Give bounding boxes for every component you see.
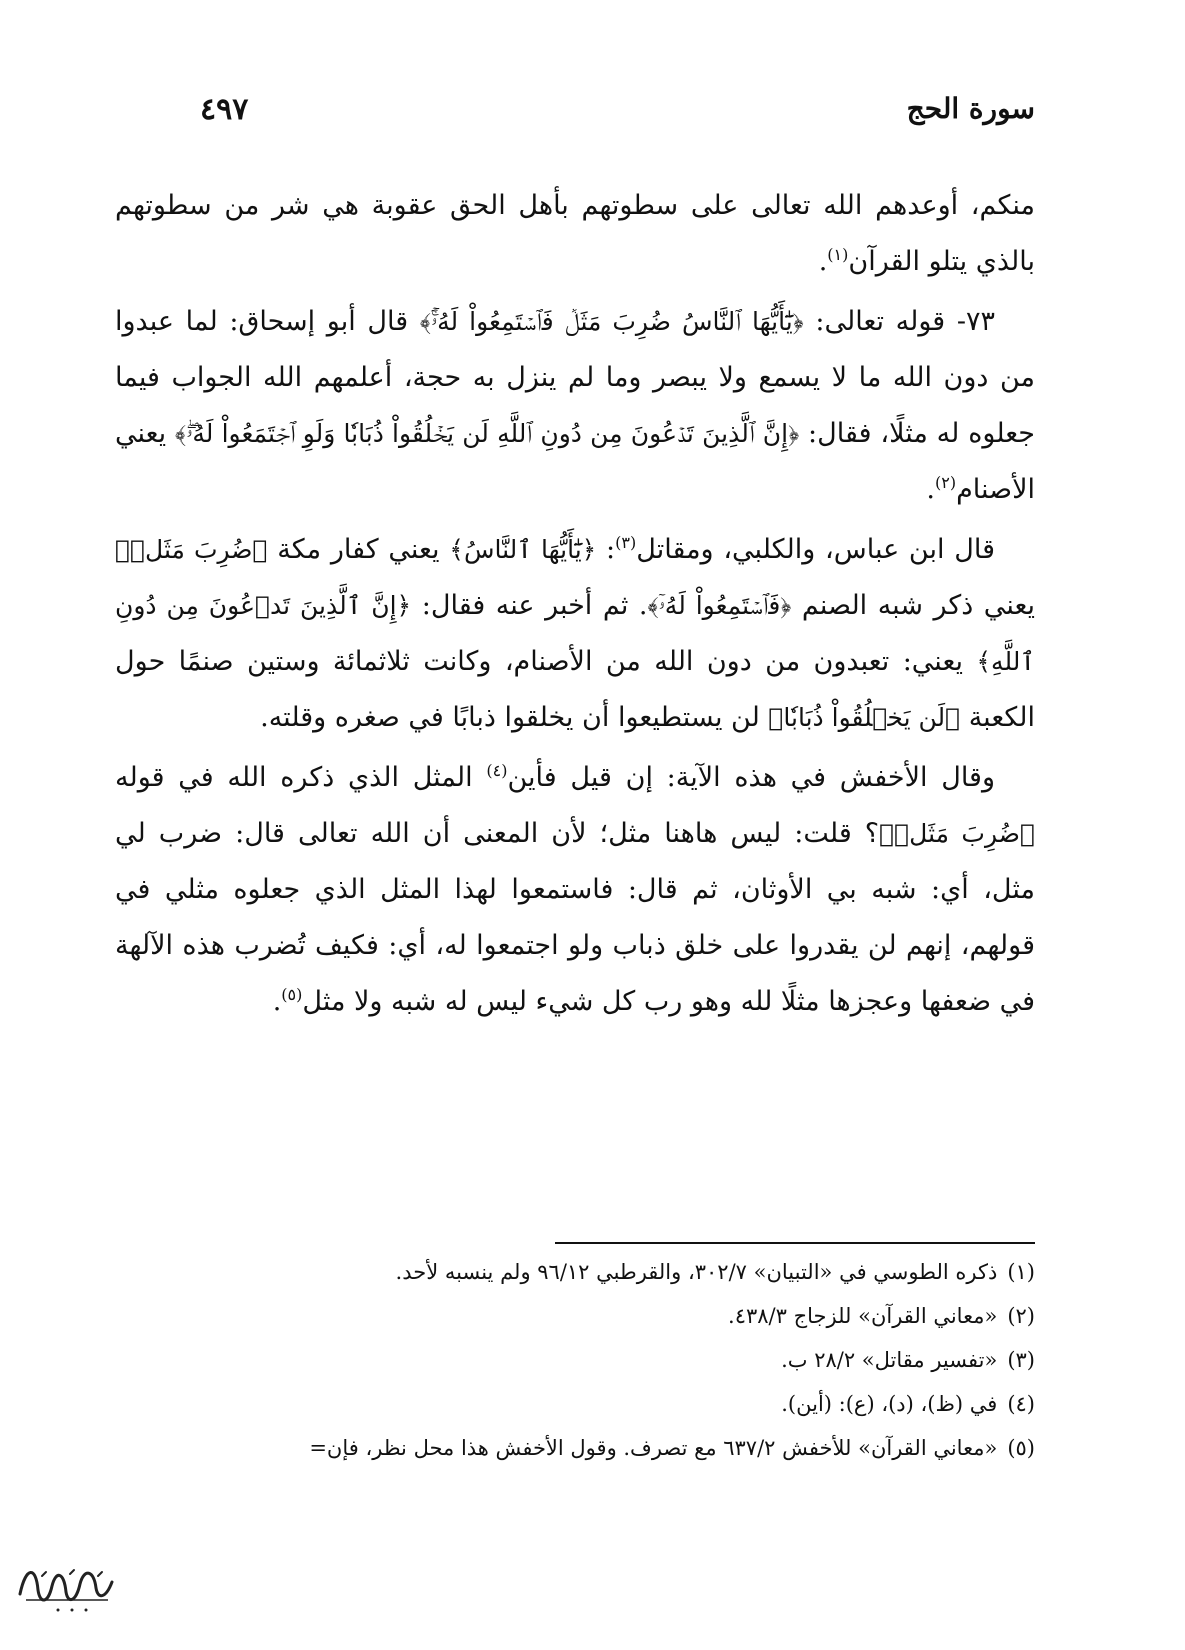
quran-verse: ﴿ضُرِبَ مَثَلٞ﴾: [879, 819, 1035, 848]
text-run: .: [926, 474, 935, 505]
text-run: قال أبو إسحاق: لما عبدوا من دون الله ما لا يسمع ولا يبصر وما لم ينزل به حجة، أعلمهم الله الجواب فيما جعلوه له مثلًا، فقال:: [115, 306, 1035, 449]
footnote-divider: [555, 1242, 1035, 1244]
footnote-text: في (ظ)، (د)، (ع): (أين).: [781, 1392, 998, 1416]
footnote-text: ذكره الطوسي في «التبيان» ٣٠٢/٧، والقرطبي ٩٦/١٢ ولم ينسبه لأحد.: [395, 1260, 998, 1284]
footnotes: [115, 1250, 1035, 1470]
footnote-item: [115, 1250, 1035, 1294]
text-run: ٧٣- قوله تعالى:: [803, 306, 995, 337]
footnote-number: (٥): [1007, 1436, 1035, 1460]
footnote-number: (١): [1007, 1260, 1035, 1284]
footnote-number: (٢): [1007, 1304, 1035, 1328]
page-number: ٤٩٧: [200, 92, 249, 127]
footnote-marker: (٤): [486, 761, 508, 780]
library-stamp-icon: [12, 1554, 122, 1620]
quran-verse: ﴿يَٰٓأَيُّهَا ٱلنَّاسُ﴾: [449, 535, 597, 564]
text-run: يعني الأصنام: [115, 418, 1035, 505]
footnote-number: (٤): [1007, 1392, 1035, 1416]
quran-verse: ﴿لَن يَخۡلُقُواْ ذُبَابٗا﴾: [768, 703, 961, 732]
surah-title: سورة الحج: [906, 92, 1035, 125]
text-run: منكم، أوعدهم الله تعالى على سطوتهم بأهل الحق عقوبة هي شر من سطوتهم بالذي يتلو القرآن: [115, 190, 1035, 277]
paragraph: [115, 294, 1035, 518]
footnote-text: «معاني القرآن» للأخفش ٦٣٧/٢ مع تصرف. وقول الأخفش هذا محل نظر، فإن=: [309, 1436, 998, 1460]
footnote-marker: (٥): [281, 985, 303, 1004]
text-run: يعني ذكر شبه الصنم: [791, 590, 1036, 621]
text-run: لن يستطيعوا أن يخلقوا ذبابًا في صغره وقلته.: [260, 702, 769, 733]
footnote-marker: (٢): [934, 473, 957, 492]
footnote-text: «معاني القرآن» للزجاج ٤٣٨/٣.: [728, 1304, 998, 1328]
quran-verse: ﴿إِنَّ ٱلَّذِينَ تَدۡعُونَ مِن دُونِ ٱللَّهِ﴾: [115, 591, 1035, 676]
text-run: يعني: تعبدون من دون الله من الأصنام، وكانت ثلاثمائة وستين صنمًا حول الكعبة: [115, 646, 1035, 733]
quran-verse: ﴿يَٰٓأَيُّهَا ٱلنَّاسُ ضُرِبَ مَثَلٞ فَٱسۡتَمِعُواْ لَهُۥٓۚ﴾: [419, 307, 804, 336]
quran-verse: ﴿فَٱسۡتَمِعُواْ لَهُۥٓ﴾: [647, 591, 792, 620]
footnote-number: (٣): [1007, 1348, 1035, 1372]
quran-verse: ﴿ضُرِبَ مَثَلٞ﴾: [115, 535, 268, 564]
footnote-item: [115, 1382, 1035, 1426]
page-header: [120, 92, 1035, 132]
paragraph: [115, 178, 1035, 290]
text-run: وقال الأخفش في هذه الآية: إن قيل فأين: [507, 762, 995, 793]
footnote-marker: (١): [827, 245, 849, 264]
text-run: :: [596, 534, 616, 565]
footnote-marker: (٣): [615, 533, 637, 552]
footnote-item: [115, 1294, 1035, 1338]
footnote-item: [115, 1426, 1035, 1470]
paragraph: [115, 522, 1035, 746]
text-run: قال ابن عباس، والكلبي، ومقاتل: [636, 534, 995, 565]
paragraph: [115, 750, 1035, 1030]
footnote-item: [115, 1338, 1035, 1382]
footnote-text: «تفسير مقاتل» ٢٨/٢ ب.: [781, 1348, 998, 1372]
text-run: . ثم أخبر عنه فقال:: [411, 590, 648, 621]
text-run: .: [272, 986, 282, 1017]
text-run: يعني كفار مكة: [267, 534, 450, 565]
main-text: [115, 178, 1035, 1034]
text-run: ؟ قلت: ليس هاهنا مثل؛ لأن المعنى أن الله تعالى قال: ضرب لي مثل، أي: شبه بي الأوثان، ثم قال: فاستمعوا لهذا المثل الذي جعلوه مثلي في قولهم، إنهم لن يقدروا على خلق ذباب ولو اجتمعوا له، أي: فكيف تُضرب هذه الآلهة في ضعفها وعجزها مثلًا لله وهو رب كل شيء ليس له شبه ولا مثل: [115, 818, 1035, 1017]
text-run: .: [818, 246, 828, 277]
quran-verse: ﴿إِنَّ ٱلَّذِينَ تَدۡعُونَ مِن دُونِ ٱللَّهِ لَن يَخۡلُقُواْ ذُبَابٗا وَلَوِ ٱجۡتَمَعُواْ لَهُۥۖ﴾: [175, 419, 800, 448]
text-run: المثل الذي ذكره الله في قوله: [115, 762, 487, 793]
